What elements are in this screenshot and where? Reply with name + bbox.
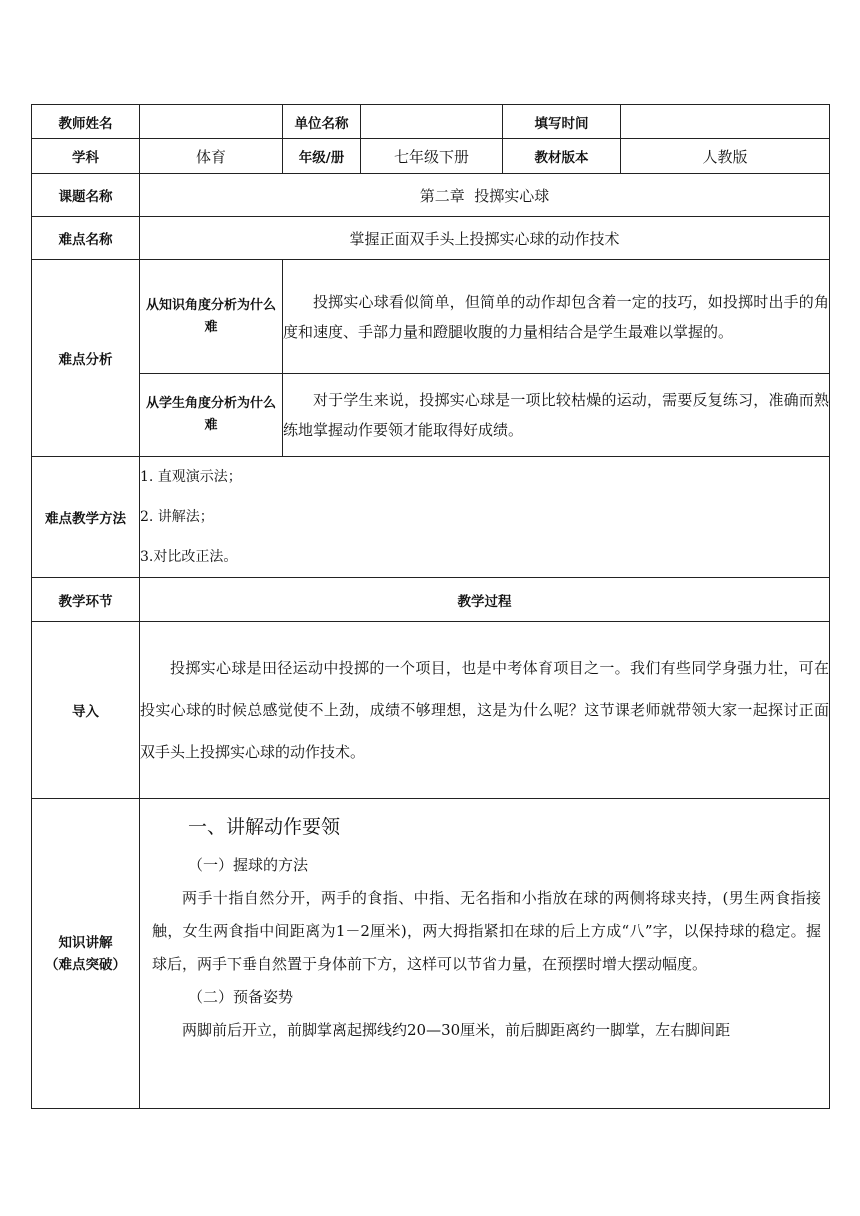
grade-value: 七年级下册 bbox=[361, 139, 503, 174]
subsection-title-grip: （一）握球的方法 bbox=[188, 856, 309, 874]
unit-value bbox=[361, 105, 503, 139]
edition-label: 教材版本 bbox=[503, 139, 621, 174]
edition-value: 人教版 bbox=[621, 139, 830, 174]
lesson-table bbox=[31, 104, 830, 1109]
methods-list bbox=[140, 457, 830, 578]
difficulty-row bbox=[32, 217, 830, 260]
intro-label: 导入 bbox=[32, 622, 140, 799]
analysis-row-knowledge bbox=[32, 260, 830, 374]
student-angle-label: 从学生角度分析为什么难 bbox=[140, 374, 283, 457]
method-item: 2. 讲解法； bbox=[140, 509, 214, 525]
subject-label: 学科 bbox=[32, 139, 140, 174]
topic-value: 第二章 投掷实心球 bbox=[140, 174, 830, 217]
subsection-title-ready: （二）预备姿势 bbox=[188, 988, 294, 1006]
knowledge-angle-text bbox=[283, 260, 830, 374]
intro-row bbox=[32, 622, 830, 799]
topic-label: 课题名称 bbox=[32, 174, 140, 217]
method-item: 3.对比改正法。 bbox=[140, 549, 238, 565]
stage-header: 教学环节 bbox=[32, 578, 140, 622]
difficulty-label: 难点名称 bbox=[32, 217, 140, 260]
knowledge-label bbox=[32, 799, 140, 1109]
topic-row bbox=[32, 174, 830, 217]
method-item: 1. 直观演示法； bbox=[140, 469, 242, 485]
intro-paragraph: 投掷实心球是田径运动中投掷的一个项目，也是中考体育项目之一。我们有些同学身强力壮，可在投实心球的时候总感觉使不上劲，成绩不够理想，这是为什么呢？这节课老师就带领大家一起探讨正面双手头上投掷实心球的动作技术。 bbox=[140, 659, 829, 761]
knowledge-angle-label: 从知识角度分析为什么难 bbox=[140, 260, 283, 374]
unit-label: 单位名称 bbox=[283, 105, 361, 139]
grip-paragraph: 两手十指自然分开，两手的食指、中指、无名指和小指放在球的两侧将球夹持，(男生两食指接触，女生两食指中间距离为1－2厘米)，两大拇指紧扣在球的后上方成“八”字，以保持球的稳定。握球后，两手下垂自然置于身体前下方，这样可以节省力量，在预摆时增大摆动幅度。 bbox=[152, 889, 821, 973]
knowledge-angle-paragraph: 投掷实心球看似简单，但简单的动作却包含着一定的技巧，如投掷时出手的角度和速度、手部力量和蹬腿收腹的力量相结合是学生最难以掌握的。 bbox=[283, 292, 829, 341]
process-header: 教学过程 bbox=[140, 578, 830, 622]
student-angle-text bbox=[283, 374, 830, 457]
difficulty-value: 掌握正面双手头上投掷实心球的动作技术 bbox=[140, 217, 830, 260]
section-title: 一、讲解动作要领 bbox=[188, 816, 341, 838]
teacher-label: 教师姓名 bbox=[32, 105, 140, 139]
student-angle-paragraph: 对于学生来说，投掷实心球是一项比较枯燥的运动，需要反复练习，准确而熟练地掌握动作要领才能取得好成绩。 bbox=[283, 391, 829, 439]
time-value bbox=[621, 105, 830, 139]
analysis-label: 难点分析 bbox=[32, 260, 140, 457]
info-row-2 bbox=[32, 139, 830, 174]
knowledge-label-line1: 知识讲解 bbox=[58, 934, 113, 951]
ready-paragraph: 两脚前后开立，前脚掌离起掷线约20—30厘米，前后脚距离约一脚掌，左右脚间距 bbox=[182, 1021, 731, 1039]
subject-value: 体育 bbox=[140, 139, 283, 174]
knowledge-label-line2: （难点突破） bbox=[45, 956, 126, 973]
intro-text bbox=[140, 622, 830, 799]
process-header-row bbox=[32, 578, 830, 622]
teacher-value bbox=[140, 105, 283, 139]
methods-row bbox=[32, 457, 830, 578]
knowledge-content bbox=[140, 799, 830, 1109]
methods-label: 难点教学方法 bbox=[32, 457, 140, 578]
knowledge-row bbox=[32, 799, 830, 1109]
analysis-row-student bbox=[32, 374, 830, 457]
time-label: 填写时间 bbox=[503, 105, 621, 139]
grade-label: 年级/册 bbox=[283, 139, 361, 174]
info-row-1 bbox=[32, 105, 830, 139]
